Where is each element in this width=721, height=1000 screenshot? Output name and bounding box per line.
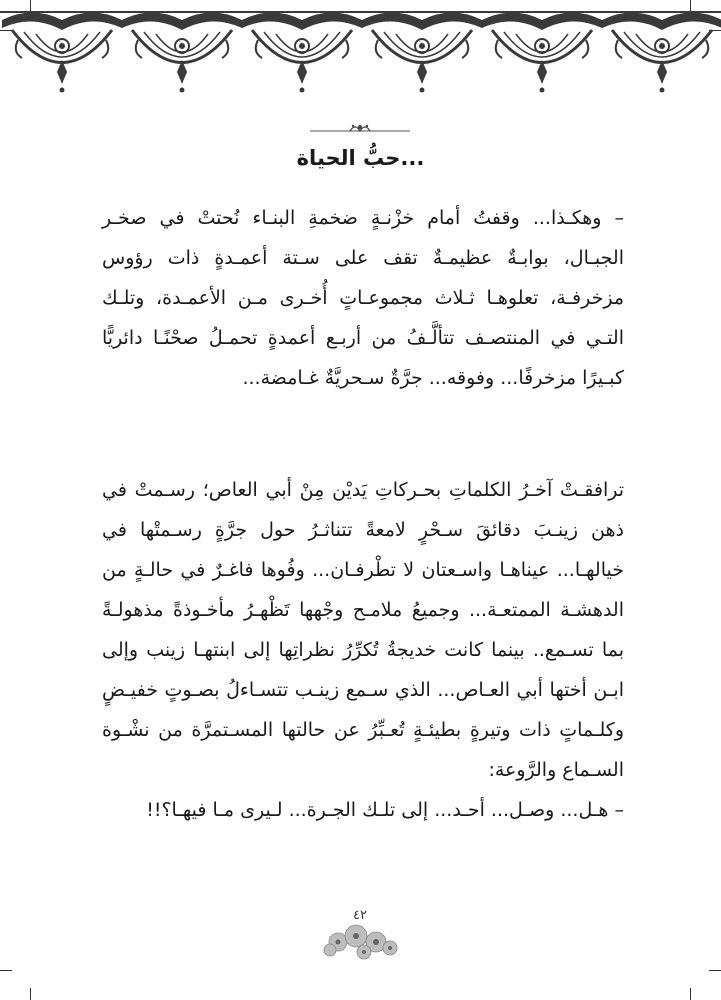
dialogue-line: – هـل... وصـل... أحـد... إلى تلـك الجـرة... لـيرى مـا فيهـا؟!! <box>146 799 624 821</box>
crop-mark-bottom-right-v <box>690 988 691 1000</box>
ornamental-border-icon <box>0 0 721 100</box>
ornamental-divider-icon <box>310 122 410 136</box>
crop-mark-bottom-left-h <box>0 970 12 971</box>
page-title: حبُّ الحياة... <box>296 146 425 170</box>
crop-mark-bottom-right-h <box>709 970 721 971</box>
crop-mark-bottom-left-v <box>30 988 31 1000</box>
paragraph-2-text: ترافقـتْ آخـرُ الكلماتِ بحـركاتِ يَديْن مِنْ أبي العاص؛ رسـمتْ في ذهن زينـبَ دقائقَ سـحْرٍ لامعةً تتناثـرُ حول جرَّةٍ رسـمتْها في خيالهـا... عيناهـا واسـعتان لا تطْرفـان... وفُوها فاغـرٌ في حالـةٍ من الدهشـة الممتعـة... وجميعُ ملامـح وجْهها تَظْهـرُ مأخـوذةً مذهولـةً بما تسـمع.. بينما كانت خديجةُ تُكرِّرُ نظراتِها إلى ابنتهـا زينب وإلى ابـن أختها أبي العـاص... الذي سـمع زينـب تتسـاءلُ بصـوتٍ خفيـضٍ وكلـماتٍ ذات وتيرةٍ بطيئـةٍ تُعـبِّرُ عن حالتها المسـتمرَّة من نشْـوة السـماع والرَّوعة: <box>102 479 624 781</box>
flower-cluster-icon <box>318 918 404 962</box>
body-paragraph-1: – وهكـذا... وقفتُ أمام خزْنـةٍ ضخمةِ البنـاء نُحتتْ في صخـر الجبـال، بوابـةٌ عظيمـةٌ تقف على سـتة أعمـدةٍ ذات رؤوس مزخرفـة، تعلوهـا ثـلاث مجموعـاتٍ أُخـرى مـن الأعمـدة، وتلـك التـي في المنتصـف تتألَّـفُ من أربـع أعمدةٍ تحمـلُ صحْنًـا دائريًّا كبـيرًا مزخرفًا... وفوقه... جرَّةٌ سـحريَّةٌ غـامضة... <box>102 207 624 389</box>
body-paragraph-2 <box>102 470 624 830</box>
page-number: ٤٢ <box>353 908 367 923</box>
